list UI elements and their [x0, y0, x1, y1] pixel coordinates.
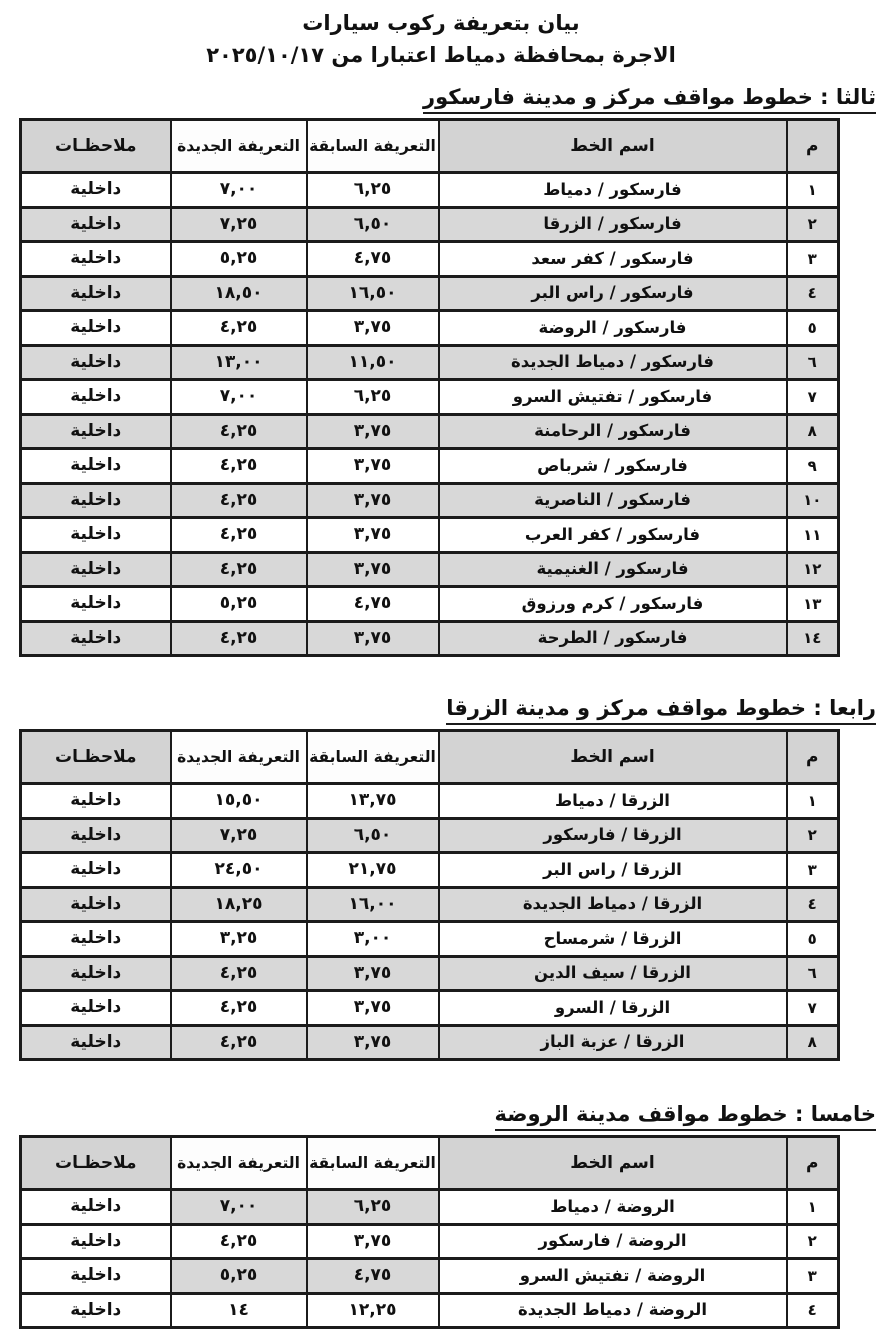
cell-prev: ٤,٧٥ [307, 587, 439, 622]
cell-new: ١٥,٥٠ [171, 784, 307, 819]
cell-name: فارسكور / الزرقا [439, 207, 787, 242]
cell-new: ٤,٢٥ [171, 311, 307, 346]
cell-m: ٣ [787, 853, 839, 888]
cell-notes: داخلية [21, 311, 171, 346]
column-header-new: التعريفة الجديدة [171, 1137, 307, 1190]
cell-prev: ٦,٥٠ [307, 207, 439, 242]
cell-prev: ٦,٥٠ [307, 818, 439, 853]
cell-prev: ٦,٢٥ [307, 380, 439, 415]
cell-m: ١٣ [787, 587, 839, 622]
cell-notes: داخلية [21, 449, 171, 484]
cell-new: ٧,٢٥ [171, 207, 307, 242]
cell-notes: داخلية [21, 1293, 171, 1328]
cell-name: الروضة / دمياط الجديدة [439, 1293, 787, 1328]
cell-prev: ٣,٧٥ [307, 483, 439, 518]
cell-m: ٢ [787, 818, 839, 853]
cell-prev: ٦,٢٥ [307, 1190, 439, 1225]
cell-m: ٤ [787, 887, 839, 922]
cell-notes: داخلية [21, 1025, 171, 1060]
cell-prev: ١٢,٢٥ [307, 1293, 439, 1328]
table-row [21, 1224, 839, 1259]
cell-notes: داخلية [21, 552, 171, 587]
column-header-name: اسم الخط [439, 731, 787, 784]
cell-name: فارسكور / كفر العرب [439, 518, 787, 553]
column-header-prev: التعريفة السابقة [307, 120, 439, 173]
cell-m: ٧ [787, 380, 839, 415]
cell-prev: ٣,٧٥ [307, 518, 439, 553]
cell-notes: داخلية [21, 414, 171, 449]
column-header-prev: التعريفة السابقة [307, 1137, 439, 1190]
cell-prev: ٦,٢٥ [307, 173, 439, 208]
cell-name: فارسكور / كرم ورزوق [439, 587, 787, 622]
cell-m: ١ [787, 784, 839, 819]
cell-m: ٩ [787, 449, 839, 484]
cell-new: ١٤ [171, 1293, 307, 1328]
column-header-name: اسم الخط [439, 120, 787, 173]
section-farskour [0, 83, 882, 657]
column-header-notes: ملاحظـات [21, 1137, 171, 1190]
table-row [21, 518, 839, 553]
cell-m: ١٢ [787, 552, 839, 587]
cell-notes: داخلية [21, 956, 171, 991]
cell-m: ١ [787, 173, 839, 208]
column-header-m: م [787, 731, 839, 784]
cell-notes: داخلية [21, 276, 171, 311]
cell-new: ٣,٢٥ [171, 922, 307, 957]
cell-m: ٣ [787, 1259, 839, 1294]
table-row [21, 1025, 839, 1060]
cell-m: ٥ [787, 922, 839, 957]
cell-new: ٤,٢٥ [171, 518, 307, 553]
cell-notes: داخلية [21, 922, 171, 957]
cell-new: ٤,٢٥ [171, 991, 307, 1026]
fare-table-rawda [19, 1135, 840, 1329]
cell-name: فارسكور / شرباص [439, 449, 787, 484]
table-row [21, 1259, 839, 1294]
cell-new: ٥,٢٥ [171, 1259, 307, 1294]
cell-new: ٧,٠٠ [171, 173, 307, 208]
cell-m: ١٤ [787, 621, 839, 656]
cell-m: ٨ [787, 1025, 839, 1060]
table-row [21, 887, 839, 922]
cell-name: فارسكور / الرحامنة [439, 414, 787, 449]
cell-name: فارسكور / الغنيمية [439, 552, 787, 587]
table-row [21, 449, 839, 484]
cell-notes: داخلية [21, 207, 171, 242]
cell-m: ١ [787, 1190, 839, 1225]
section-heading-farskour [0, 83, 876, 111]
column-header-new: التعريفة الجديدة [171, 731, 307, 784]
fare-table-zarqa [19, 729, 840, 1061]
cell-prev: ١٣,٧٥ [307, 784, 439, 819]
section-heading-text: خامسا : خطوط مواقف مدينة الروضة [495, 1102, 876, 1131]
cell-new: ٤,٢٥ [171, 483, 307, 518]
section-zarqa [0, 694, 882, 1061]
fare-table-farskour [19, 118, 840, 657]
table-row [21, 991, 839, 1026]
table-row [21, 784, 839, 819]
table-row [21, 1293, 839, 1328]
cell-name: الزرقا / السرو [439, 991, 787, 1026]
table-row [21, 380, 839, 415]
header-row [21, 1137, 839, 1190]
table-row [21, 242, 839, 277]
cell-prev: ٣,٧٥ [307, 552, 439, 587]
table-row [21, 1190, 839, 1225]
table-row [21, 483, 839, 518]
cell-prev: ٣,٧٥ [307, 311, 439, 346]
cell-prev: ٣,٧٥ [307, 621, 439, 656]
cell-notes: داخلية [21, 1259, 171, 1294]
table-row [21, 552, 839, 587]
table-row [21, 853, 839, 888]
cell-notes: داخلية [21, 242, 171, 277]
cell-name: الروضة / تفتيش السرو [439, 1259, 787, 1294]
column-header-new: التعريفة الجديدة [171, 120, 307, 173]
cell-prev: ٣,٧٥ [307, 1224, 439, 1259]
column-header-m: م [787, 120, 839, 173]
cell-new: ٤,٢٥ [171, 621, 307, 656]
cell-name: فارسكور / الناصرية [439, 483, 787, 518]
cell-name: الروضة / دمياط [439, 1190, 787, 1225]
cell-m: ٨ [787, 414, 839, 449]
cell-new: ٢٤,٥٠ [171, 853, 307, 888]
column-header-name: اسم الخط [439, 1137, 787, 1190]
column-header-m: م [787, 1137, 839, 1190]
document-title-line-1: بيان بتعريفة ركوب سيارات [302, 11, 580, 35]
table-row [21, 311, 839, 346]
section-heading-text: ثالثا : خطوط مواقف مركز و مدينة فارسكور [423, 85, 876, 114]
column-header-notes: ملاحظـات [21, 731, 171, 784]
cell-notes: داخلية [21, 1224, 171, 1259]
cell-m: ٤ [787, 1293, 839, 1328]
cell-m: ٥ [787, 311, 839, 346]
table-row [21, 173, 839, 208]
cell-m: ١٠ [787, 483, 839, 518]
document-title-line-2: الاجرة بمحافظة دمياط اعتبارا من ٢٠٢٥/١٠/١٧ [206, 43, 676, 67]
cell-prev: ١٦,٥٠ [307, 276, 439, 311]
section-heading-rawda [0, 1100, 876, 1128]
table-row [21, 818, 839, 853]
document-title-block [0, 7, 882, 71]
cell-prev: ٣,٧٥ [307, 991, 439, 1026]
cell-new: ٤,٢٥ [171, 414, 307, 449]
table-row [21, 414, 839, 449]
cell-m: ٦ [787, 345, 839, 380]
cell-name: الروضة / فارسكور [439, 1224, 787, 1259]
cell-prev: ٣,٧٥ [307, 956, 439, 991]
cell-name: فارسكور / الطرحة [439, 621, 787, 656]
cell-name: الزرقا / سيف الدين [439, 956, 787, 991]
header-row [21, 731, 839, 784]
cell-prev: ٤,٧٥ [307, 242, 439, 277]
cell-new: ٥,٢٥ [171, 587, 307, 622]
cell-notes: داخلية [21, 818, 171, 853]
cell-new: ١٨,٢٥ [171, 887, 307, 922]
cell-notes: داخلية [21, 1190, 171, 1225]
cell-m: ٤ [787, 276, 839, 311]
cell-m: ٢ [787, 1224, 839, 1259]
table-row [21, 207, 839, 242]
section-rawda [0, 1100, 882, 1329]
column-header-notes: ملاحظـات [21, 120, 171, 173]
cell-notes: داخلية [21, 887, 171, 922]
cell-notes: داخلية [21, 518, 171, 553]
cell-name: الزرقا / شرمساح [439, 922, 787, 957]
cell-notes: داخلية [21, 173, 171, 208]
cell-new: ٥,٢٥ [171, 242, 307, 277]
cell-new: ٤,٢٥ [171, 449, 307, 484]
cell-name: الزرقا / دمياط الجديدة [439, 887, 787, 922]
section-heading-text: رابعا : خطوط مواقف مركز و مدينة الزرقا [446, 696, 876, 725]
table-row [21, 922, 839, 957]
cell-m: ٦ [787, 956, 839, 991]
cell-notes: داخلية [21, 853, 171, 888]
cell-notes: داخلية [21, 380, 171, 415]
cell-new: ٤,٢٥ [171, 552, 307, 587]
table-row [21, 621, 839, 656]
cell-name: فارسكور / الروضة [439, 311, 787, 346]
cell-name: فارسكور / دمياط الجديدة [439, 345, 787, 380]
cell-notes: داخلية [21, 345, 171, 380]
cell-notes: داخلية [21, 784, 171, 819]
cell-name: الزرقا / راس البر [439, 853, 787, 888]
cell-prev: ١٦,٠٠ [307, 887, 439, 922]
cell-name: فارسكور / كفر سعد [439, 242, 787, 277]
cell-new: ٤,٢٥ [171, 1224, 307, 1259]
header-row [21, 120, 839, 173]
cell-name: الزرقا / فارسكور [439, 818, 787, 853]
cell-name: فارسكور / راس البر [439, 276, 787, 311]
cell-m: ٣ [787, 242, 839, 277]
table-row [21, 956, 839, 991]
cell-prev: ١١,٥٠ [307, 345, 439, 380]
section-heading-zarqa [0, 694, 876, 722]
cell-new: ٧,٠٠ [171, 1190, 307, 1225]
cell-new: ١٣,٠٠ [171, 345, 307, 380]
cell-notes: داخلية [21, 991, 171, 1026]
cell-new: ٤,٢٥ [171, 956, 307, 991]
cell-notes: داخلية [21, 483, 171, 518]
table-row [21, 345, 839, 380]
cell-new: ٧,٢٥ [171, 818, 307, 853]
cell-name: الزرقا / دمياط [439, 784, 787, 819]
cell-notes: داخلية [21, 587, 171, 622]
cell-prev: ٢١,٧٥ [307, 853, 439, 888]
cell-m: ٢ [787, 207, 839, 242]
cell-new: ١٨,٥٠ [171, 276, 307, 311]
cell-new: ٧,٠٠ [171, 380, 307, 415]
cell-name: الزرقا / عزبة الباز [439, 1025, 787, 1060]
table-row [21, 587, 839, 622]
cell-name: فارسكور / تفتيش السرو [439, 380, 787, 415]
cell-m: ٧ [787, 991, 839, 1026]
cell-prev: ٣,٧٥ [307, 1025, 439, 1060]
column-header-prev: التعريفة السابقة [307, 731, 439, 784]
table-row [21, 276, 839, 311]
cell-m: ١١ [787, 518, 839, 553]
cell-new: ٤,٢٥ [171, 1025, 307, 1060]
cell-prev: ٣,٠٠ [307, 922, 439, 957]
cell-prev: ٣,٧٥ [307, 414, 439, 449]
cell-prev: ٣,٧٥ [307, 449, 439, 484]
cell-prev: ٤,٧٥ [307, 1259, 439, 1294]
cell-notes: داخلية [21, 621, 171, 656]
cell-name: فارسكور / دمياط [439, 173, 787, 208]
